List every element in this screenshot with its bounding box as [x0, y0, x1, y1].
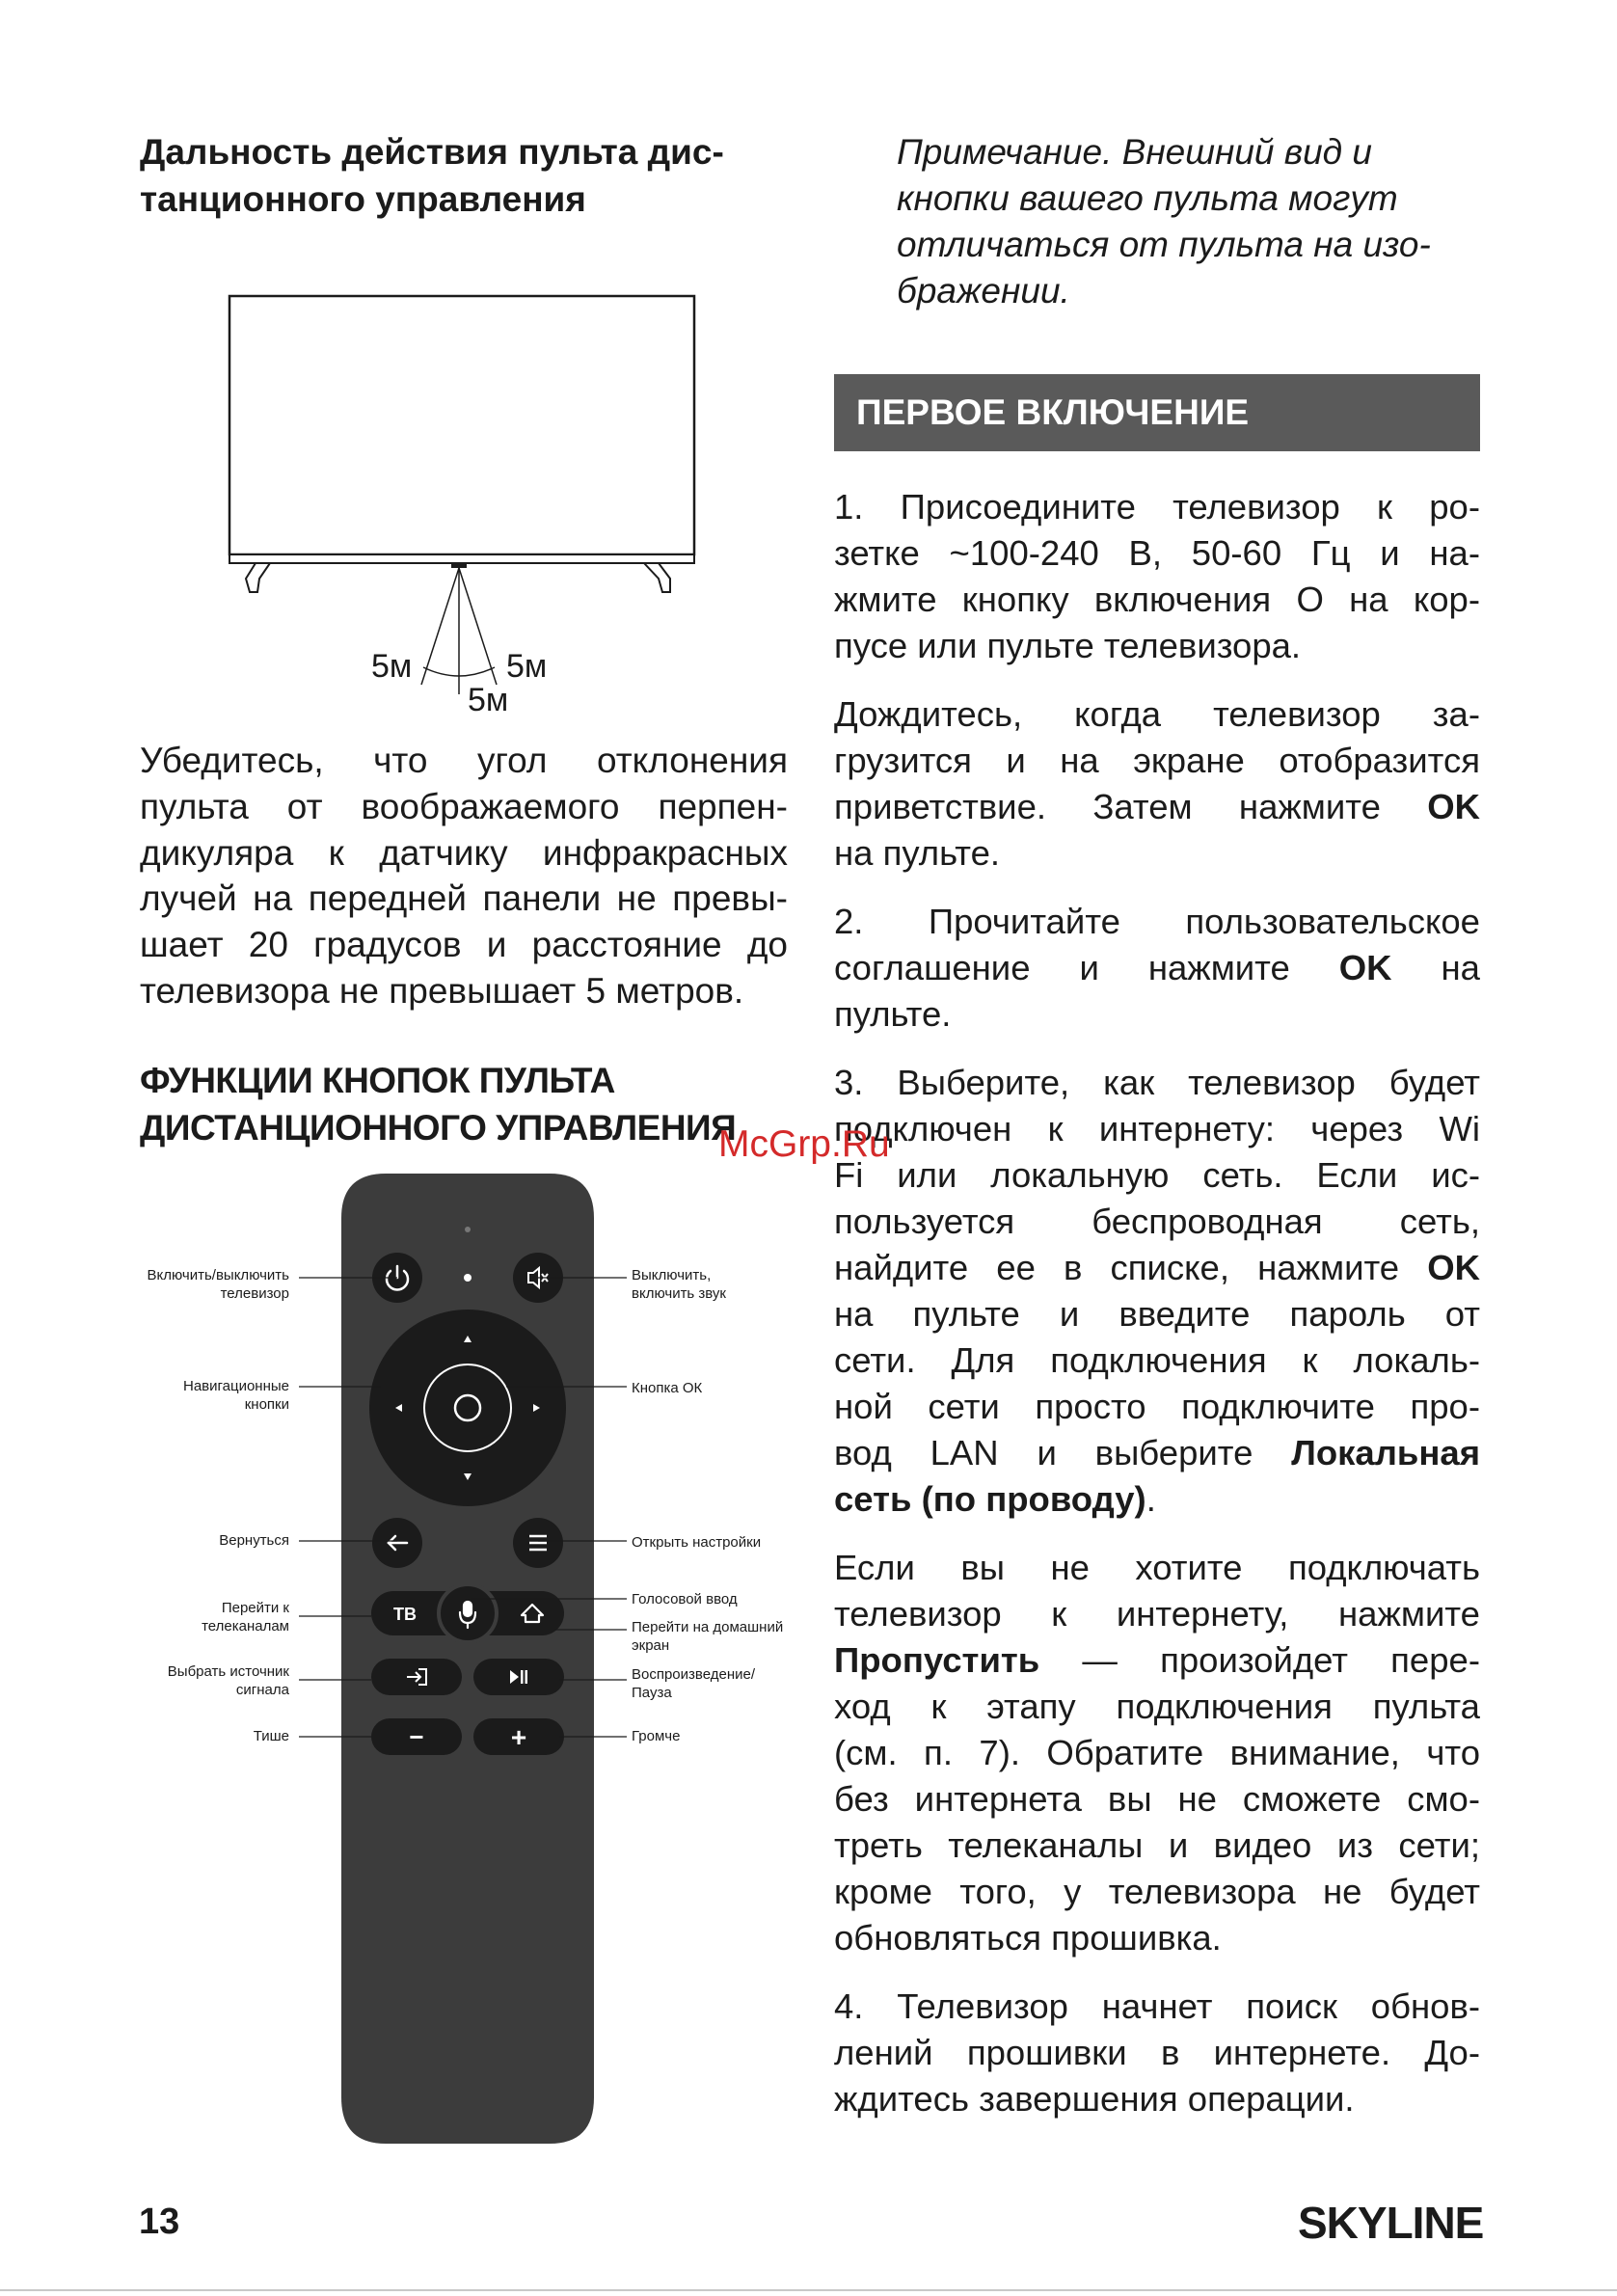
tv-left-foot	[246, 563, 270, 592]
label-nav: Навигационные кнопки	[182, 1378, 289, 1413]
step-1: 1. Присоедините телевизор к ро- зетке ~100-240 В, 50-60 Гц и на- жмите кнопку включения О на кор- пусе или пульте телевизора.	[834, 487, 1480, 665]
page-number: 13	[139, 2201, 180, 2242]
note: Примечание. Внешний вид и кнопки вашего пульта могут отличаться от пульта на изо- бражении.	[897, 132, 1431, 311]
tv-screen	[229, 296, 694, 554]
label-back: Вернуться	[219, 1532, 289, 1549]
first-start-text	[834, 484, 1480, 2145]
label-quieter: Тише	[253, 1728, 289, 1744]
tv-right-foot	[644, 563, 670, 592]
range-heading: Дальность действия пульта дис- танционного управления	[140, 132, 724, 219]
ir-sensor	[451, 562, 467, 568]
label-power: Включить/выключить телевизор	[147, 1267, 289, 1302]
range-text: Убедитесь, что угол отклонения пульта от воображаемого перпен- дикуляра к датчику инфракрасных лучей на передней панели не превы- шает 20 градусов и расстояние до телевизора не превышает 5 метров.	[140, 741, 788, 1011]
label-channels: Перейти к телеканалам	[202, 1600, 289, 1634]
label-play: Воспроизведение/ Пауза	[632, 1666, 755, 1701]
first-start-banner	[834, 374, 1480, 451]
step-4: 4. Телевизор начнет поиск обнов- лений прошивки в интернете. До- ждитесь завершения операции.	[834, 1986, 1480, 2119]
label-mute: Выключить, включить звук	[632, 1267, 726, 1302]
range-label-left: 5м	[371, 648, 413, 685]
label-home: Перейти на домашний экран	[632, 1619, 784, 1654]
tv-button[interactable]: ТВ	[393, 1605, 417, 1624]
range-label-center: 5м	[468, 682, 509, 718]
label-louder: Громче	[632, 1728, 681, 1744]
tv-range-diagram	[217, 289, 704, 723]
skip-internet: Если вы не хотите подключать телевизор к интернету, нажмите Пропустить — произойдет пере- ход к этапу подключения пульта (см. п. 7). Обратите внимание, что без интернета вы не сможете смо- треть телеканалы и видео из сети; кроме того, у телевизора не будет обновляться прошивка.	[834, 1548, 1480, 1958]
step-3: 3. Выберите, как телевизор будет подключен к интернету: через Wi Fi или локальную сеть. Если ис- пользуется беспроводная сеть, найдите ее в списке, нажмите OK на пульте и введите пароль от сети. Для подключения к локаль- ной сети просто подключите про- вод LAN и выберите Локальная сеть (по проводу).	[834, 1063, 1480, 1519]
volume-up-icon[interactable]: +	[510, 1722, 527, 1752]
volume-down-icon[interactable]: −	[409, 1722, 424, 1751]
callout-lines	[289, 1254, 636, 1755]
step-2: 2. Прочитайте пользовательское соглашение и нажмите OK на пульте.	[834, 902, 1480, 1034]
tv-bezel	[229, 554, 694, 563]
label-settings: Открыть настройки	[632, 1534, 762, 1551]
banner-title: ПЕРВОЕ ВКЛЮЧЕНИЕ	[856, 392, 1250, 432]
label-voice: Голосовой ввод	[632, 1591, 738, 1607]
watermark: McGrp.Ru	[718, 1123, 890, 1165]
step-1-wait: Дождитесь, когда телевизор за- грузится и на экране отобразится приветствие. Затем нажмите OK на пульте.	[834, 694, 1480, 873]
brand-logo: SKYLINE	[1298, 2198, 1484, 2248]
functions-heading: ФУНКЦИИ КНОПОК ПУЛЬТА ДИСТАНЦИОННОГО УПРАВЛЕНИЯ	[140, 1061, 737, 1148]
label-ok: Кнопка ОК	[632, 1380, 703, 1396]
label-source: Выбрать источник сигнала	[167, 1663, 289, 1698]
bottom-divider	[0, 2289, 1617, 2291]
range-label-right: 5м	[506, 648, 548, 685]
